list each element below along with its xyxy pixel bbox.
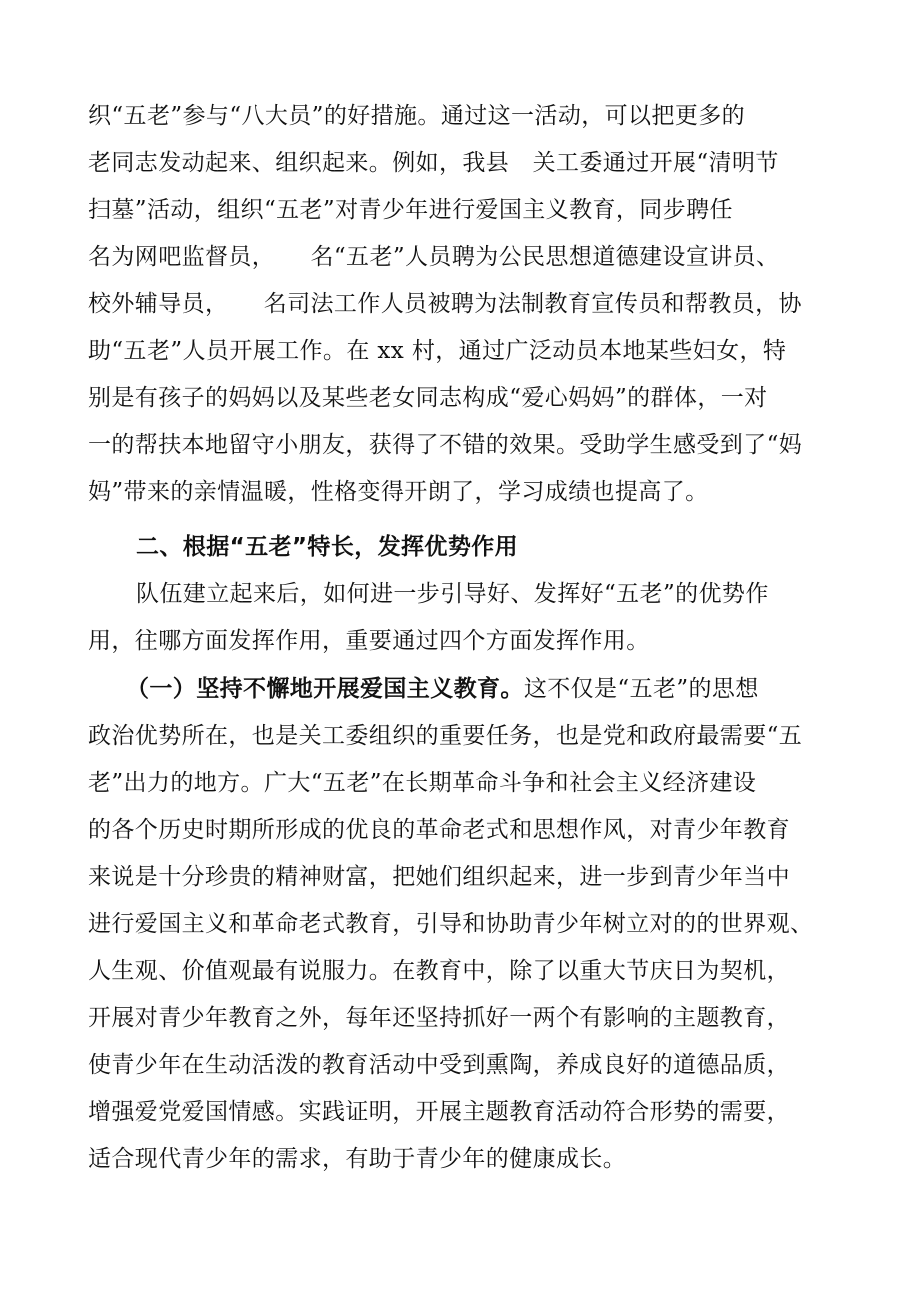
- body-text-line: 人生观、价值观最有说服力。在教育中，除了以重大节庆日为契机，: [88, 958, 790, 984]
- body-text-line: 适合现代青少年的需求，有助于青少年的健康成长。: [88, 1146, 627, 1172]
- body-text-line: 织“五老”参与“八大员”的好措施。通过这一活动，可以把更多的: [88, 103, 746, 129]
- body-text-line: 来说是十分珍贵的精神财富，把她们组织起来，进一步到青少年当中: [88, 864, 790, 890]
- body-text-line: 名为网吧监督员， 名“五老”人员聘为公民思想道德建设宣讲员、: [88, 244, 780, 270]
- body-text-line-first: [126, 669, 832, 709]
- body-text-line: 使青少年在生动活泼的教育活动中受到熏陶，养成良好的道德品质，: [88, 1052, 790, 1078]
- body-text-inline: 这不仅是“五老”的思想: [523, 676, 759, 702]
- section-heading: 二、根据“五老”特长，发挥优势作用: [136, 534, 519, 560]
- subheading-inline: （一）坚持不懈地开展爱国主义教育。: [126, 676, 524, 702]
- body-text-line: 政治优势所在，也是关工委组织的重要任务，也是党和政府最需要“五: [88, 723, 803, 749]
- body-text-line: 进行爱国主义和革命老式教育，引导和协助青少年树立对的的世界观、: [88, 911, 814, 937]
- body-text-line: 增强爱党爱国情感。实践证明，开展主题教育活动符合形势的需要，: [88, 1099, 790, 1125]
- body-text-line: 老同志发动起来、组织起来。例如，我县 关工委通过开展“清明节: [88, 150, 779, 176]
- body-text-line: 队伍建立起来后，如何进一步引导好、发挥好“五老”的优势作: [136, 581, 769, 607]
- body-text-line: 扫墓”活动，组织“五老”对青少年进行爱国主义教育，同步聘任: [88, 197, 733, 223]
- body-text-line: 别是有孩子的妈妈以及某些老女同志构成“爱心妈妈”的群体，一对: [88, 385, 768, 411]
- body-text-line: 助“五老”人员开展工作。在 xx 村，通过广泛动员本地某些妇女，特: [88, 338, 787, 364]
- body-text-line: 一的帮扶本地留守小朋友，获得了不错的效果。受助学生感受到了“妈: [88, 432, 803, 458]
- body-text-line: 的各个历史时期所形成的优良的革命老式和思想作风，对青少年教育: [88, 817, 790, 843]
- body-text-line: 用，往哪方面发挥作用，重要通过四个方面发挥作用。: [88, 628, 650, 654]
- body-text-line: 开展对青少年教育之外，每年还坚持抓好一两个有影响的主题教育，: [88, 1005, 790, 1031]
- body-text-line: 妈”带来的亲情温暖，性格变得开朗了，学习成绩也提高了。: [88, 479, 709, 505]
- body-text-line: 老”出力的地方。广大“五老”在长期革命斗争和社会主义经济建设: [88, 770, 757, 796]
- body-text-line: 校外辅导员， 名司法工作人员被聘为法制教育宣传员和帮教员，协: [88, 291, 802, 317]
